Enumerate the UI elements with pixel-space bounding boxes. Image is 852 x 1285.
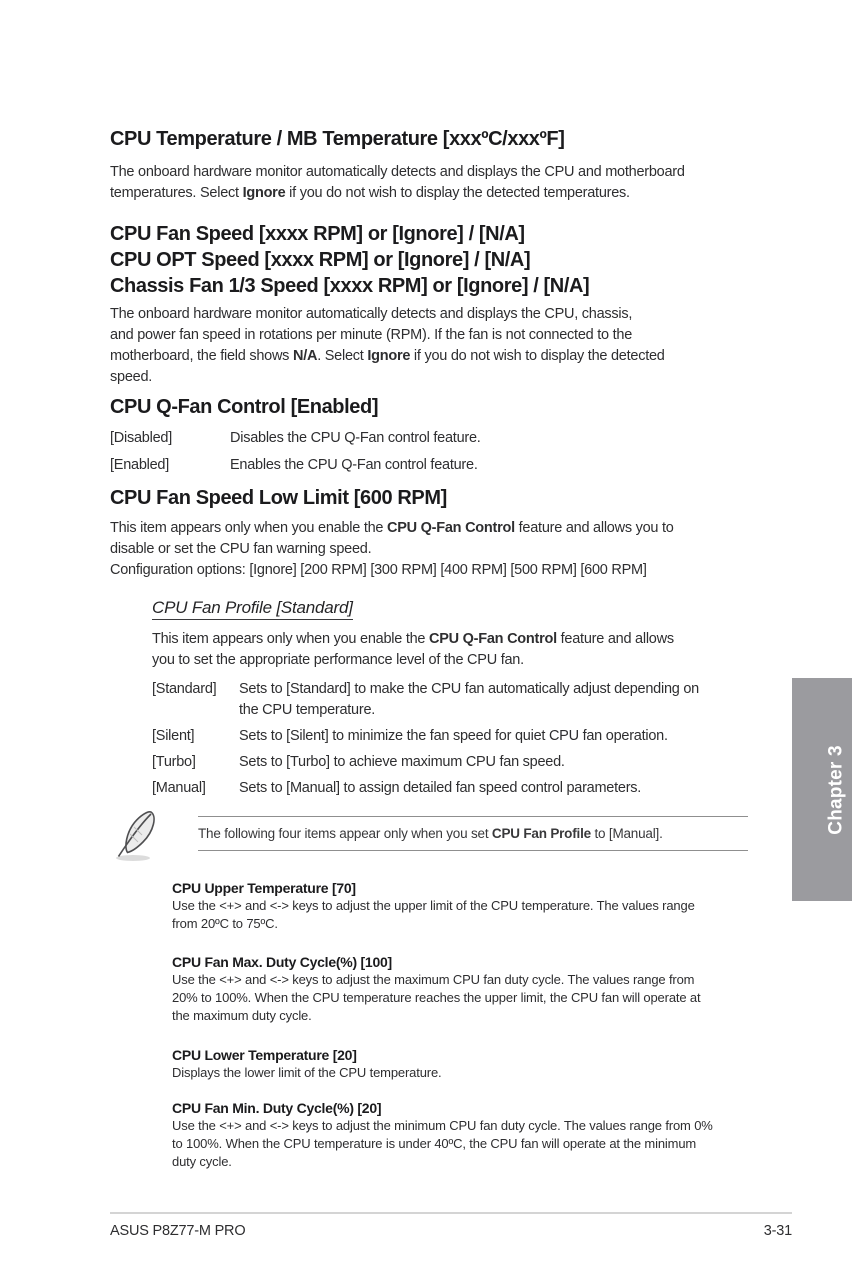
footer-page-number: 3-31 <box>763 1223 792 1239</box>
chapter-tab-label: Chapter 3 <box>825 744 847 835</box>
definition-description: Disables the CPU Q-Fan control feature. <box>230 430 481 446</box>
subitem-heading: CPU Fan Min. Duty Cycle(%) [20] <box>172 1100 382 1116</box>
paragraph-low-limit: This item appears only when you enable the CPU Q-Fan Control feature and allows you to disable or set the CPU fan warning speed. Configuration options: [Ignore] [200 RPM] [300 RPM] [400 RPM] [500 RPM] [600 RPM] <box>110 520 674 578</box>
definition-term: [Silent] <box>152 728 195 744</box>
definition-term: [Standard] <box>152 681 217 697</box>
heading-cpu-mb-temperature: CPU Temperature / MB Temperature [xxxºC/xxxºF] <box>110 128 565 150</box>
subitem-heading: CPU Fan Max. Duty Cycle(%) [100] <box>172 954 392 970</box>
subitem-body: Use the <+> and <-> keys to adjust the maximum CPU fan duty cycle. The values range from 20% to 100%. When the CPU temperature reaches the upper limit, the CPU fan will operate at the maximum duty cycle. <box>172 972 701 1023</box>
definition-row <box>152 752 760 773</box>
chapter-tab <box>792 678 852 901</box>
definition-description: Sets to [Standard] to make the CPU fan automatically adjust depending on the CPU temperature. <box>239 681 699 718</box>
definition-description: Sets to [Turbo] to achieve maximum CPU fan speed. <box>239 754 565 770</box>
definition-description: Sets to [Manual] to assign detailed fan speed control parameters. <box>239 780 642 796</box>
footer-model-name: ASUS P8Z77-M PRO <box>110 1223 246 1239</box>
subitem-body: Use the <+> and <-> keys to adjust the minimum CPU fan duty cycle. The values range from 0% to 100%. When the CPU temperature is under 40ºC, the CPU fan will operate at the minimum duty cycle. <box>172 1118 713 1169</box>
definition-row <box>110 428 760 449</box>
definition-term: [Enabled] <box>110 457 170 473</box>
definition-row <box>110 455 760 476</box>
subsection-cpu-fan-profile <box>110 598 760 620</box>
heading-cpu-opt-speed: CPU OPT Speed [xxxx RPM] or [Ignore] / [N/A] <box>110 249 531 271</box>
note-box <box>198 816 748 851</box>
subitem-body: Displays the lower limit of the CPU temperature. <box>172 1065 442 1080</box>
definition-row <box>152 778 760 799</box>
subitem-heading: CPU Lower Temperature [20] <box>172 1047 357 1063</box>
definition-term: [Manual] <box>152 780 206 796</box>
subitem-body: Use the <+> and <-> keys to adjust the upper limit of the CPU temperature. The values range from 20ºC to 75ºC. <box>172 898 695 931</box>
definition-term: [Disabled] <box>110 430 172 446</box>
page-footer <box>110 1212 792 1239</box>
subitem-cpu-fan-max-duty-cycle <box>172 953 754 1025</box>
definition-row <box>152 679 760 721</box>
definition-description: Enables the CPU Q-Fan control feature. <box>230 457 478 473</box>
subheading-cpu-fan-profile: CPU Fan Profile [Standard] <box>152 598 353 620</box>
manual-page-content <box>110 0 760 1171</box>
subitem-cpu-upper-temperature <box>172 879 754 933</box>
definition-term: [Turbo] <box>152 754 196 770</box>
paragraph-cpu-fan-profile: This item appears only when you enable the CPU Q-Fan Control feature and allows you to set the appropriate performance level of the CPU fan. <box>152 631 674 668</box>
heading-cpu-qfan-control: CPU Q-Fan Control [Enabled] <box>110 396 379 418</box>
paragraph-cpu-mb-temperature: The onboard hardware monitor automatically detects and displays the CPU and motherboard temperatures. Select Ignore if you do not wish to display the detected temperatures. <box>110 164 685 201</box>
definition-list-qfan <box>110 428 760 476</box>
definition-row <box>152 726 760 747</box>
quill-note-icon <box>110 809 162 867</box>
definition-description: Sets to [Silent] to minimize the fan speed for quiet CPU fan operation. <box>239 728 668 744</box>
note-text: The following four items appear only when you set CPU Fan Profile to [Manual]. <box>198 826 663 841</box>
subitem-cpu-lower-temperature <box>172 1046 754 1082</box>
definition-list-fan-profile <box>152 679 760 799</box>
manual-subitems <box>172 879 754 1171</box>
paragraph-fan-speeds: The onboard hardware monitor automatically detects and displays the CPU, chassis, and power fan speed in rotations per minute (RPM). If the fan is not connected to the motherboard, the field shows N/A. Select Ignore if you do not wish to display the detected speed. <box>110 306 665 385</box>
heading-chassis-fan-speed: Chassis Fan 1/3 Speed [xxxx RPM] or [Ignore] / [N/A] <box>110 275 590 297</box>
heading-group-fan-speeds <box>110 221 760 299</box>
heading-cpu-fan-speed: CPU Fan Speed [xxxx RPM] or [Ignore] / [N/A] <box>110 223 525 245</box>
heading-cpu-fan-speed-low-limit: CPU Fan Speed Low Limit [600 RPM] <box>110 487 447 509</box>
subitem-cpu-fan-min-duty-cycle <box>172 1099 754 1171</box>
subitem-heading: CPU Upper Temperature [70] <box>172 880 356 896</box>
